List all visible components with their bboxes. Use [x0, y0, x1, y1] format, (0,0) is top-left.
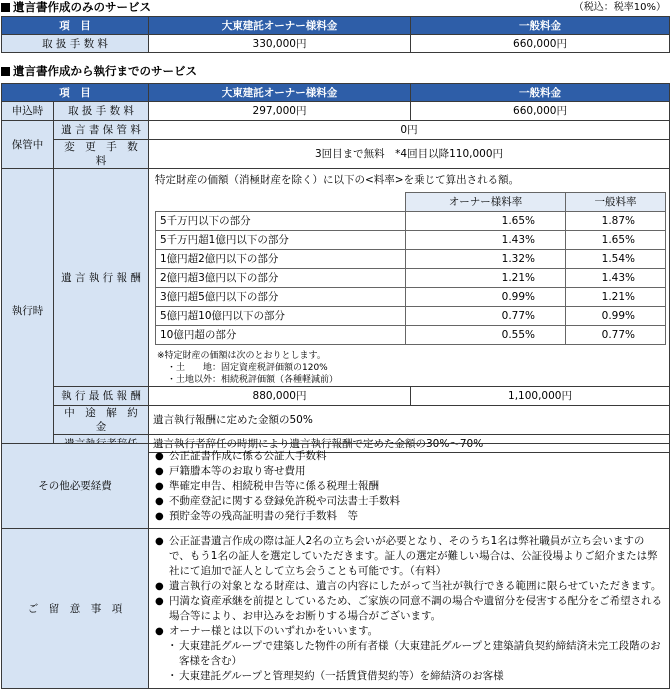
rate-general: 0.99%: [566, 307, 666, 326]
change-fee-label: 変 更 手 数 料: [54, 140, 149, 169]
rate-general: 1.54%: [566, 250, 666, 269]
list-item: ● 預貯金等の残高証明書の発行手数料 等: [155, 509, 663, 524]
rate-intro: 特定財産の価額（消極財産を除く）に以下の<料率>を乗じて算出される額。: [155, 174, 520, 186]
rate-range: 2億円超3億円以下の部分: [156, 269, 406, 288]
note-line: ・土地以外：相続税評価額（各種軽減前）: [167, 375, 339, 385]
header-general: 一般料金: [411, 17, 670, 35]
min-fee-owner: 880,000円: [149, 387, 411, 406]
rate-owner: 1.65%: [406, 212, 566, 231]
header-owner: 大東建託オーナー様料金: [149, 84, 411, 102]
rate-range: 5千万円以下の部分: [156, 212, 406, 231]
rate-general: 1.87%: [566, 212, 666, 231]
storage-fee-label: 遺 言 書 保 管 料: [54, 121, 149, 140]
section1-table: [1, 16, 670, 53]
list-item: ● 不動産登記に関する登録免許税や司法書士手数料: [155, 494, 663, 509]
rate-owner: 0.77%: [406, 307, 566, 326]
list-item: ● 準確定申告、相続税申告等に係る税理士報酬: [155, 479, 663, 494]
fee-label: 取 扱 手 数 料: [54, 102, 149, 121]
change-fee-value: 3回目まで無料 *4回目以降110,000円: [149, 140, 670, 169]
section2-table: [1, 83, 670, 453]
rate-general: 1.43%: [566, 269, 666, 288]
section3-table: [1, 443, 670, 689]
tax-note: （税込：税率10%）: [573, 2, 666, 13]
notes-list: [149, 529, 670, 689]
header-owner: 大東建託オーナー様料金: [149, 17, 411, 35]
note-line: ・土 地：固定資産税評価額の120%: [167, 363, 328, 373]
rate-row: [156, 307, 666, 326]
rate-table: [155, 192, 666, 345]
list-item: ● 円満な資産承継を前提としているため、ご家族の同意不調の場合や遺留分を侵害する配分をご希望される場合等により、お申込みをお断りする場合がございます。: [155, 594, 663, 624]
rate-row: [156, 250, 666, 269]
rate-range: 5億円超10億円以下の部分: [156, 307, 406, 326]
owner-fee: 297,000円: [149, 102, 411, 121]
list-item: ● 戸籍謄本等のお取り寄せ費用: [155, 464, 663, 479]
header-item: 項 目: [2, 84, 149, 102]
square-bullet-icon: [1, 3, 10, 12]
rate-owner: 0.99%: [406, 288, 566, 307]
list-item: ● 公正証書遺言作成の際は証人2名の立ち会いが必要となり、そのうち1名は弊社職員が立ち会いますので、もう1名の証人を選定していただきます。証人の選定が難しい場合は、公証役場よりご紹介または弊社にて追加で証人として立ち会うことも可能です。（有料）: [155, 534, 663, 579]
general-fee: 660,000円: [411, 102, 670, 121]
rate-owner: 0.55%: [406, 326, 566, 345]
owner-fee: 330,000円: [149, 35, 411, 53]
rate-range: 3億円超5億円以下の部分: [156, 288, 406, 307]
sub-item: ・ 大東建託グループで建築した物件の所有者様（大東建託グループと建築請負契約締結済未完工段階のお客様を含む）: [155, 639, 663, 669]
stage-storage: 保管中: [2, 121, 54, 169]
rate-owner: 1.32%: [406, 250, 566, 269]
rate-owner: 1.21%: [406, 269, 566, 288]
cancel-value: 遺言執行報酬に定めた金額の50%: [149, 406, 670, 435]
list-item: ● オーナー様とは以下のいずれかをいいます。: [155, 624, 663, 639]
rate-header-blank: [156, 193, 406, 212]
section1-title: 遺言書作成のみのサービス: [1, 0, 151, 15]
rate-range: 1億円超2億円以下の部分: [156, 250, 406, 269]
rate-range: 5千万円超1億円以下の部分: [156, 231, 406, 250]
fee-label: 取 扱 手 数 料: [2, 35, 149, 53]
header-item: 項 目: [2, 17, 149, 35]
sub-item: ・ 大東建託グループと管理契約（一括賃貸借契約等）を締結済のお客様: [155, 669, 663, 684]
list-item: ● 公正証書作成に係る公証人手数料: [155, 449, 663, 464]
valuation-notes: [149, 344, 669, 386]
rate-row: [156, 269, 666, 288]
execution-fee-label: 遺 言 執 行 報 酬: [54, 169, 149, 387]
rate-general: 1.21%: [566, 288, 666, 307]
square-bullet-icon: [1, 67, 10, 76]
rate-general: 0.77%: [566, 326, 666, 345]
stage-apply: 申込時: [2, 102, 54, 121]
general-fee: 660,000円: [411, 35, 670, 53]
other-costs-label: その他必要経費: [2, 444, 149, 529]
storage-fee-value: 0円: [149, 121, 670, 140]
list-item: ● 遺言執行の対象となる財産は、遺言の内容にしたがって当社が執行できる範囲に限らせていただきます。: [155, 579, 663, 594]
section2-title: 遺言書作成から執行までのサービス: [1, 64, 197, 79]
rate-owner: 1.43%: [406, 231, 566, 250]
rate-general: 1.65%: [566, 231, 666, 250]
other-costs-list: [149, 444, 670, 529]
rate-row: [156, 326, 666, 345]
stage-execution: 執行時: [2, 169, 54, 453]
notes-label: ご 留 意 事 項: [2, 529, 149, 689]
rate-row: [156, 231, 666, 250]
min-fee-general: 1,100,000円: [411, 387, 670, 406]
rate-table-wrap: [155, 192, 663, 344]
resign-value: 遺言執行者辞任の時期により遺言執行報酬で定めた金額の30%〜70%: [149, 435, 670, 453]
header-general: 一般料金: [411, 84, 670, 102]
min-fee-label: 執 行 最 低 報 酬: [54, 387, 149, 406]
execution-fee-detail: [149, 169, 670, 387]
rate-header-general: 一般料率: [566, 193, 666, 212]
rate-row: [156, 288, 666, 307]
rate-row: [156, 212, 666, 231]
rate-header-owner: オーナー様料率: [406, 193, 566, 212]
note-line: ※特定財産の価額は次のとおりとします。: [157, 351, 326, 361]
rate-range: 10億円超の部分: [156, 326, 406, 345]
cancel-label: 中 途 解 約 金: [54, 406, 149, 435]
